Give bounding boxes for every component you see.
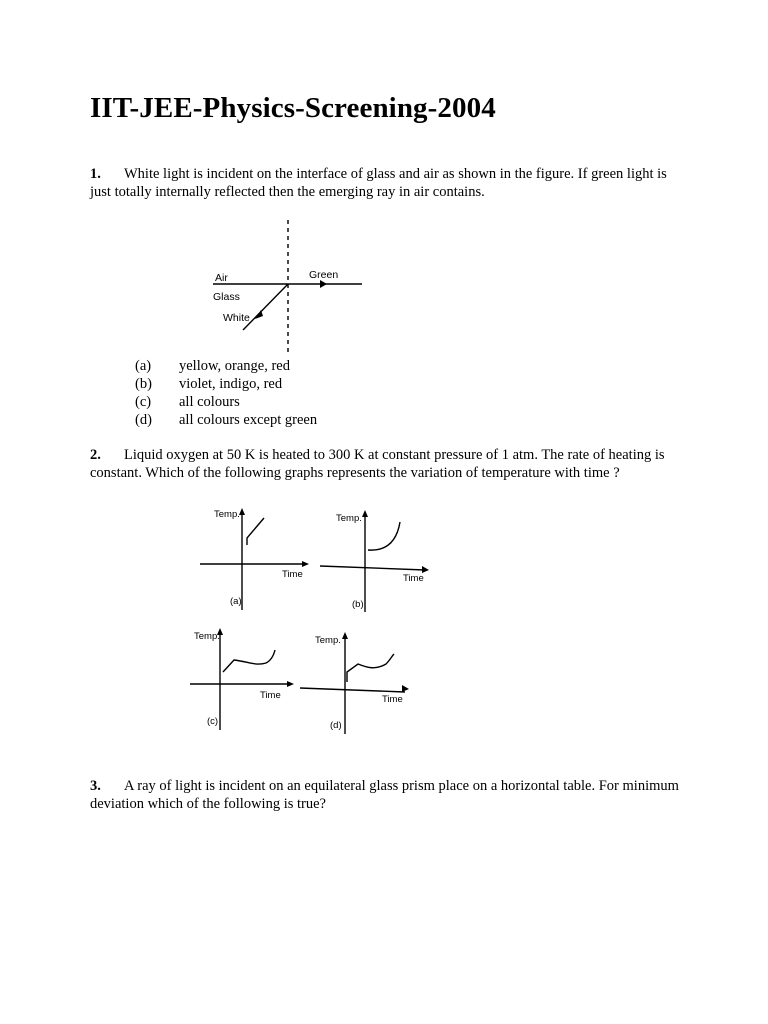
question-3 — [90, 777, 690, 813]
graph-d-x-axis — [300, 688, 405, 692]
arrow-up-icon — [362, 510, 368, 517]
label-green: Green — [309, 269, 339, 281]
graph-a-y-label: Temp. — [214, 509, 240, 520]
graph-a-x-label: Time — [282, 569, 303, 580]
graph-b-x-label: Time — [403, 573, 424, 584]
label-white: White — [223, 312, 250, 324]
page-title: IIT-JEE-Physics-Screening-2004 — [90, 92, 496, 124]
graph-c-y-label: Temp. — [194, 631, 220, 642]
graph-a-curve — [247, 518, 264, 545]
question-1 — [90, 165, 690, 201]
refraction-figure — [205, 220, 370, 352]
label-air: Air — [215, 272, 228, 284]
graph-c-label: (c) — [207, 716, 219, 727]
graph-d-y-label: Temp. — [315, 635, 341, 646]
green-arrow-icon — [320, 280, 327, 288]
temperature-graphs-figure — [190, 500, 440, 745]
arrow-up-icon — [239, 508, 245, 515]
option-a[interactable]: (a) yellow, orange, red — [135, 358, 290, 374]
graph-d-label: (d) — [330, 720, 342, 731]
question-2 — [90, 446, 690, 482]
graph-d-curve — [347, 654, 394, 682]
option-b[interactable]: (b) violet, indigo, red — [135, 376, 283, 392]
question-text: Liquid oxygen at 50 K is heated to 300 K at constant pressure of 1 atm. The rate of heating is constant. Which of the following graphs represents the variation of temperature with time ? — [90, 447, 665, 481]
arrow-right-icon — [302, 561, 309, 567]
graph-c-x-label: Time — [260, 690, 281, 701]
graph-b-x-axis — [320, 566, 425, 570]
arrow-right-icon — [422, 566, 429, 573]
graph-c-curve — [223, 650, 275, 672]
arrow-up-icon — [342, 632, 348, 639]
graph-b-y-label: Temp. — [336, 513, 362, 524]
arrow-right-icon — [287, 681, 294, 687]
question-number: 1. — [90, 166, 101, 182]
graph-a-label: (a) — [230, 596, 242, 607]
option-d[interactable]: (d) all colours except green — [135, 412, 318, 428]
question-text: A ray of light is incident on an equilateral glass prism place on a horizontal table. For minimum deviation which of the following is true? — [90, 778, 679, 812]
question-number: 2. — [90, 447, 101, 463]
graph-b-curve — [368, 522, 400, 550]
graph-b-label: (b) — [352, 599, 364, 610]
arrow-right-icon — [402, 685, 409, 692]
question-number: 3. — [90, 778, 101, 794]
question-1-options — [135, 357, 317, 429]
graph-d-x-label: Time — [382, 694, 403, 705]
label-glass: Glass — [213, 291, 240, 303]
question-text: White light is incident on the interface of glass and air as shown in the figure. If green light is just totally internally reflected then the emerging ray in air contains. — [90, 166, 667, 200]
option-c[interactable]: (c) all colours — [135, 394, 240, 410]
